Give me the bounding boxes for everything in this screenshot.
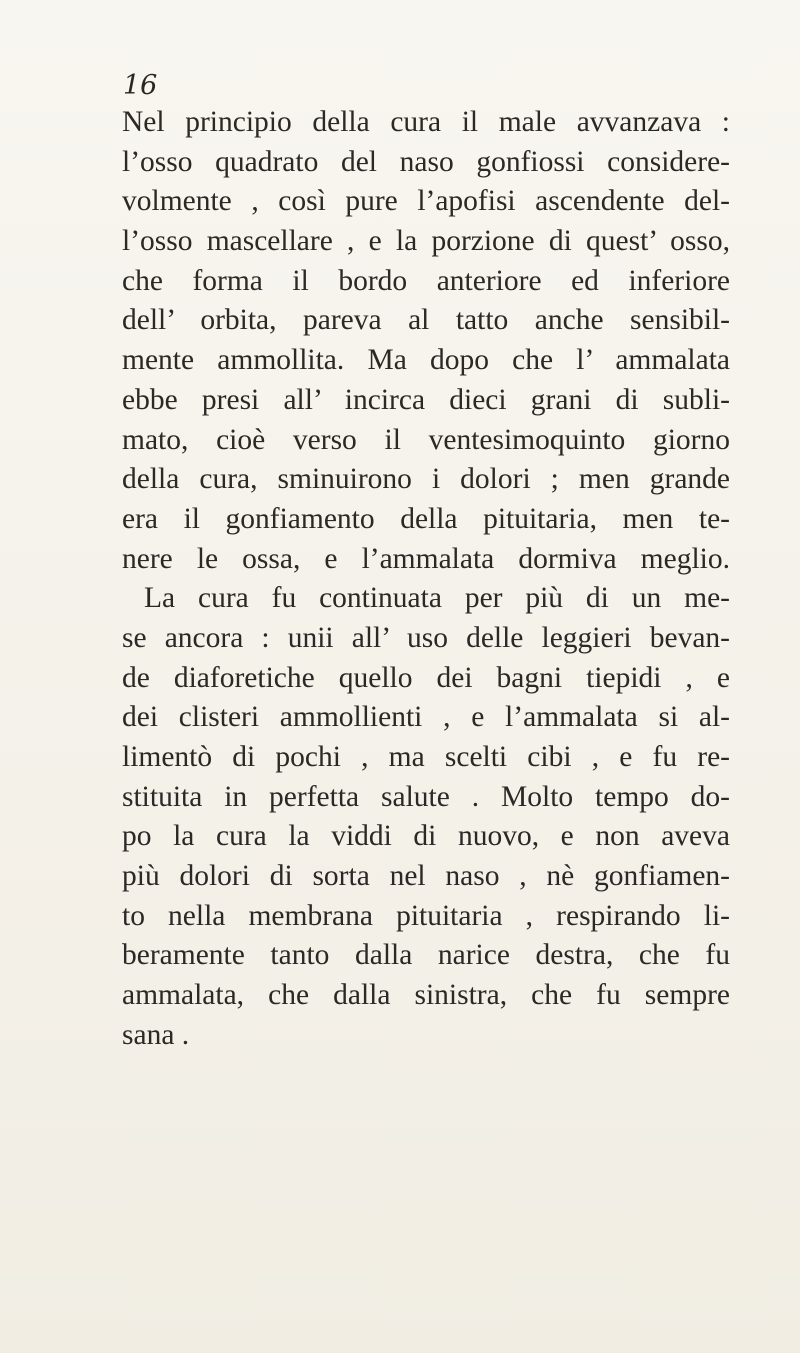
text-line: limentò di pochi , ma scelti cibi , e fu re- [122, 741, 730, 773]
text-line: l’osso mascellare , e la porzione di quest’ osso, [122, 225, 730, 258]
text-line: più dolori di sorta nel naso , nè gonfiamen- [122, 860, 730, 893]
text-line: ammalata, che dalla sinistra, che fu sempre [122, 979, 730, 1012]
text-line: che forma il bordo anteriore ed inferiore [122, 264, 730, 297]
text-line: mato, cioè verso il ventesimoquinto giorno [122, 423, 730, 456]
text-line: beramente tanto dalla narice destra, che fu [122, 939, 730, 972]
text-line: sana . [122, 1018, 190, 1051]
text-line: to nella membrana pituitaria , respirando li- [122, 899, 730, 932]
text-line: della cura, sminuirono i dolori ; men grande [122, 463, 730, 496]
text-line: se ancora : unii all’ uso delle leggieri bevan- [122, 621, 730, 654]
text-line: volmente , così pure l’apofisi ascendente del- [122, 185, 730, 218]
body-text [122, 103, 730, 1056]
text-line: l’osso quadrato del naso gonfiossi considere- [122, 145, 730, 178]
text-line: nere le ossa, e l’ammalata dormiva meglio. [122, 542, 730, 575]
text-line: dei clisteri ammollienti , e l’ammalata si al- [122, 701, 730, 734]
text-line: mente ammollita. Ma dopo che l’ ammalata [122, 344, 730, 377]
page-number: 16 [123, 70, 158, 101]
text-line: ebbe presi all’ incirca dieci grani di subli- [122, 383, 730, 416]
text-line: po la cura la viddi di nuovo, e non aveva [122, 820, 730, 853]
text-line: de diaforetiche quello dei bagni tiepidi , e [122, 661, 730, 694]
text-line: stituita in perfetta salute . Molto tempo do- [122, 780, 730, 813]
text-line: La cura fu continuata per più di un me- [144, 582, 730, 615]
text-line: era il gonfiamento della pituitaria, men te- [122, 502, 730, 535]
text-line: Nel principio della cura il male avvanzava : [122, 106, 730, 138]
text-line: dell’ orbita, pareva al tatto anche sensibil- [122, 304, 730, 337]
